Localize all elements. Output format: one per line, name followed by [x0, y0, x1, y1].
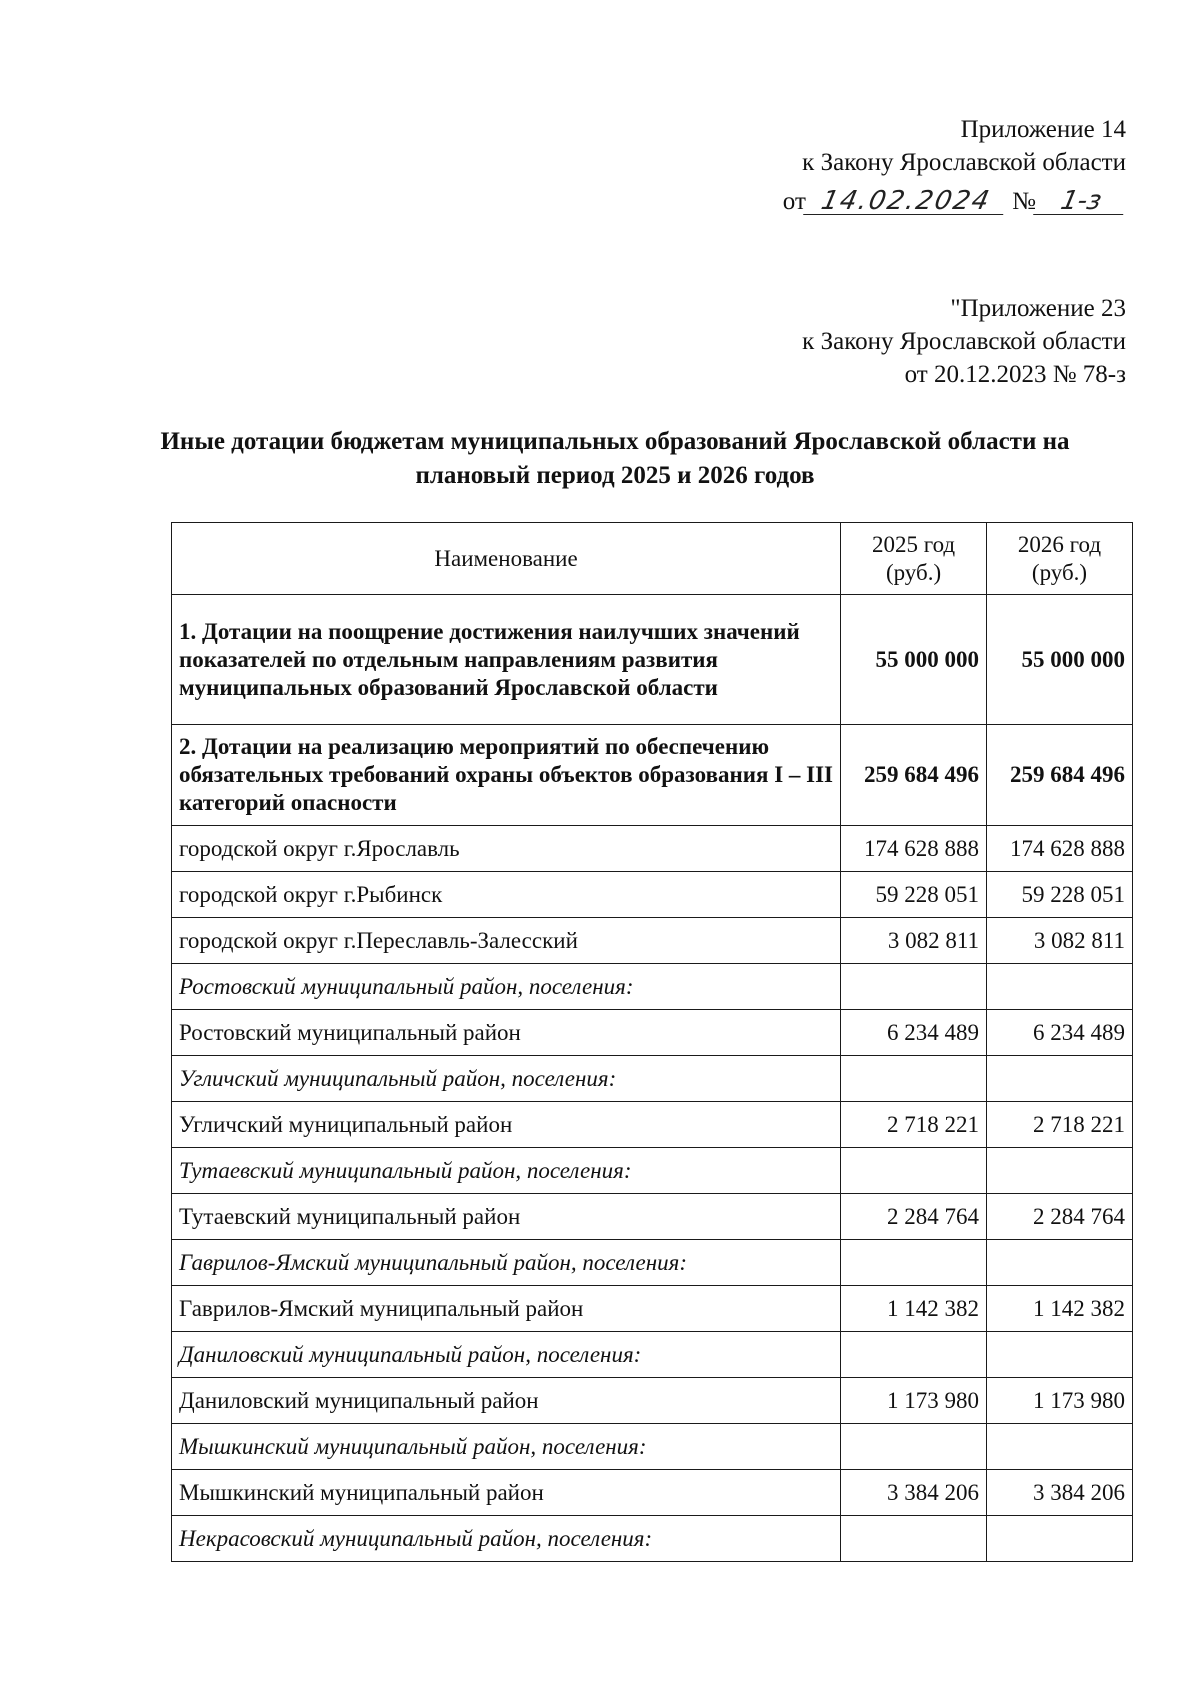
- row-name: городской округ г.Ярославль: [172, 826, 841, 872]
- number-label: №: [1012, 188, 1036, 215]
- table-row: [172, 1102, 1133, 1148]
- original-appendix-header: [802, 292, 1126, 391]
- row-value-2026: 3 082 811: [987, 918, 1133, 964]
- table-row: [172, 595, 1133, 725]
- row-name: городской округ г.Рыбинск: [172, 872, 841, 918]
- row-name: Угличский муниципальный район, поселения:: [172, 1056, 841, 1102]
- row-value-2025: 3 082 811: [841, 918, 987, 964]
- row-value-2025: 6 234 489: [841, 1010, 987, 1056]
- table-row: [172, 1470, 1133, 1516]
- column-header-name: Наименование: [172, 523, 841, 595]
- row-value-2026: 59 228 051: [987, 872, 1133, 918]
- subsidies-table: [171, 522, 1133, 1562]
- table-row: [172, 1286, 1133, 1332]
- row-value-2025: [841, 1240, 987, 1286]
- row-value-2025: [841, 1148, 987, 1194]
- original-law-date: от 20.12.2023 № 78-з: [904, 361, 1126, 388]
- row-value-2025: 1 142 382: [841, 1286, 987, 1332]
- table-row: [172, 1516, 1133, 1562]
- table-row: [172, 1378, 1133, 1424]
- row-value-2025: 2 718 221: [841, 1102, 987, 1148]
- row-value-2025: 59 228 051: [841, 872, 987, 918]
- row-value-2025: [841, 1056, 987, 1102]
- table-body: [172, 595, 1133, 1562]
- table-row: [172, 1194, 1133, 1240]
- appendix-date-line: [783, 185, 1126, 218]
- row-value-2026: [987, 964, 1133, 1010]
- table-row: [172, 918, 1133, 964]
- original-appendix-title: "Приложение 23: [950, 295, 1126, 322]
- row-value-2026: [987, 1332, 1133, 1378]
- row-value-2026: 1 173 980: [987, 1378, 1133, 1424]
- row-value-2026: 6 234 489: [987, 1010, 1133, 1056]
- row-value-2025: [841, 1516, 987, 1562]
- row-value-2026: [987, 1148, 1133, 1194]
- handwritten-date: 14.02.2024: [803, 188, 1009, 215]
- row-value-2025: 1 173 980: [841, 1378, 987, 1424]
- row-name: Даниловский муниципальный район, поселения:: [172, 1332, 841, 1378]
- original-law-ref: к Закону Ярославской области: [802, 328, 1126, 355]
- row-value-2025: 2 284 764: [841, 1194, 987, 1240]
- table-row: [172, 1424, 1133, 1470]
- table-row: [172, 872, 1133, 918]
- row-value-2026: 259 684 496: [987, 725, 1133, 826]
- row-name: 1. Дотации на поощрение достижения наилучших значений показателей по отдельным направлениям развития муниципальных образований Ярославской области: [172, 595, 841, 725]
- table-row: [172, 1332, 1133, 1378]
- row-value-2025: [841, 1332, 987, 1378]
- row-value-2025: 55 000 000: [841, 595, 987, 725]
- appendix-header: [783, 113, 1126, 218]
- row-name: Тутаевский муниципальный район: [172, 1194, 841, 1240]
- table-row: [172, 826, 1133, 872]
- row-name: Мышкинский муниципальный район, поселения:: [172, 1424, 841, 1470]
- table-row: [172, 1240, 1133, 1286]
- row-value-2026: 2 718 221: [987, 1102, 1133, 1148]
- appendix-law-ref: к Закону Ярославской области: [802, 149, 1126, 176]
- row-value-2026: 1 142 382: [987, 1286, 1133, 1332]
- row-name: Мышкинский муниципальный район: [172, 1470, 841, 1516]
- row-value-2025: 259 684 496: [841, 725, 987, 826]
- table-row: [172, 1148, 1133, 1194]
- row-value-2025: [841, 1424, 987, 1470]
- row-value-2026: 174 628 888: [987, 826, 1133, 872]
- row-name: 2. Дотации на реализацию мероприятий по обеспечению обязательных требований охраны объектов образования I – III категорий опасности: [172, 725, 841, 826]
- row-name: городской округ г.Переславль-Залесский: [172, 918, 841, 964]
- from-label: от: [782, 188, 806, 215]
- row-name: Угличский муниципальный район: [172, 1102, 841, 1148]
- row-value-2026: [987, 1240, 1133, 1286]
- appendix-title: Приложение 14: [960, 116, 1126, 143]
- table-row: [172, 1056, 1133, 1102]
- column-header-2026: 2026 год (руб.): [987, 523, 1133, 595]
- row-name: Некрасовский муниципальный район, поселения:: [172, 1516, 841, 1562]
- row-name: Гаврилов-Ямский муниципальный район, поселения:: [172, 1240, 841, 1286]
- row-value-2026: 2 284 764: [987, 1194, 1133, 1240]
- row-value-2025: 174 628 888: [841, 826, 987, 872]
- row-name: Даниловский муниципальный район: [172, 1378, 841, 1424]
- table-row: [172, 964, 1133, 1010]
- row-value-2026: [987, 1056, 1133, 1102]
- row-name: Ростовский муниципальный район, поселения:: [172, 964, 841, 1010]
- row-value-2026: [987, 1424, 1133, 1470]
- row-value-2026: 3 384 206: [987, 1470, 1133, 1516]
- table-row: [172, 725, 1133, 826]
- row-name: Гаврилов-Ямский муниципальный район: [172, 1286, 841, 1332]
- table-row: [172, 1010, 1133, 1056]
- column-header-2025: 2025 год (руб.): [841, 523, 987, 595]
- document-title: Иные дотации бюджетам муниципальных образований Ярославской области на плановый период 2025 и 2026 годов: [160, 428, 1070, 489]
- row-value-2026: [987, 1516, 1133, 1562]
- handwritten-number: 1-з: [1033, 188, 1129, 215]
- row-value-2025: 3 384 206: [841, 1470, 987, 1516]
- table-header-row: [172, 523, 1133, 595]
- row-value-2026: 55 000 000: [987, 595, 1133, 725]
- row-name: Ростовский муниципальный район: [172, 1010, 841, 1056]
- row-value-2025: [841, 964, 987, 1010]
- row-name: Тутаевский муниципальный район, поселения:: [172, 1148, 841, 1194]
